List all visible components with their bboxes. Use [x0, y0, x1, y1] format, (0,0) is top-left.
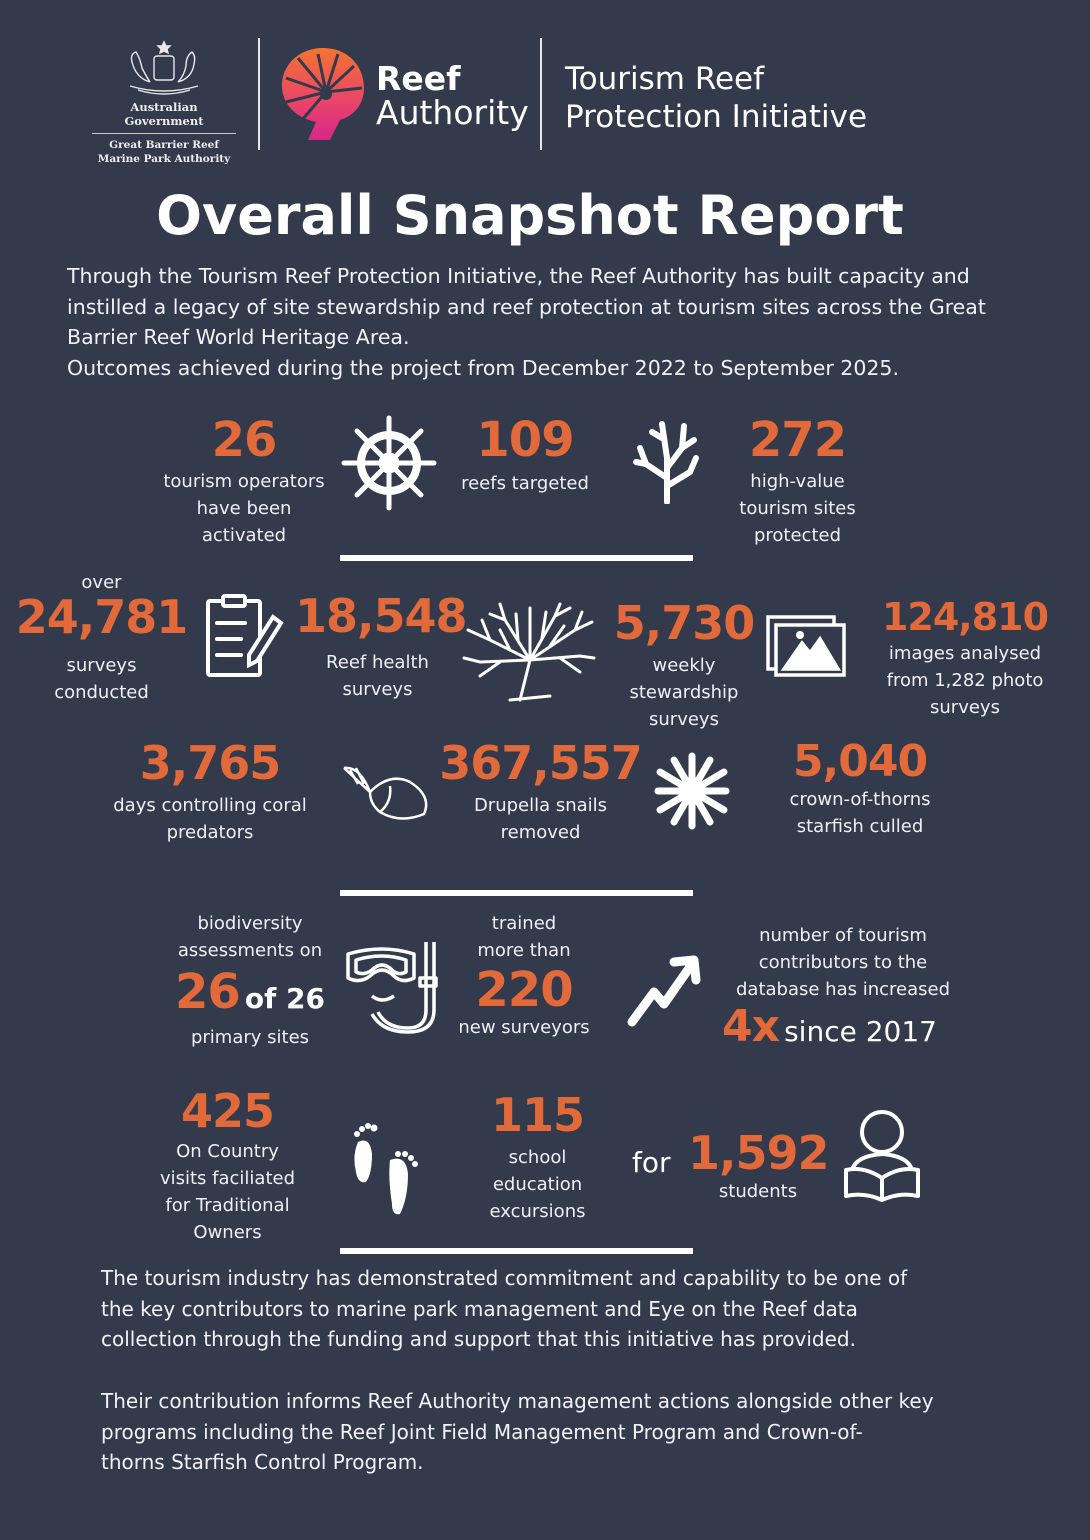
stat-contributors: number of tourism contributors to the database has increased 4x since 2017: [722, 925, 950, 1052]
snorkel-mask-icon: [342, 938, 438, 1034]
stat-surveys: over 24,781 surveys conducted: [10, 572, 193, 706]
stat-images: 124,810 images analysed from 1,282 photo surveys: [875, 598, 1055, 721]
images-icon: [766, 615, 848, 679]
for-label: for: [632, 1146, 671, 1179]
stat-reefs: 109 reefs targeted: [450, 416, 600, 497]
program-line-1: Tourism Reef: [565, 61, 765, 97]
stat-operators: 26 tourism operators have been activated: [150, 416, 338, 549]
snail-shell-icon: [340, 762, 432, 822]
branch-coral-icon: [632, 418, 702, 504]
program-name: [565, 60, 867, 136]
stat-value: 24,781: [15, 590, 188, 644]
stat-country: 425 On Country visits faciliated for Traditional Owners: [145, 1088, 310, 1246]
coat-of-arms-icon: [90, 38, 238, 98]
stat-trained: trained more than 220 new surveyors: [450, 910, 598, 1041]
stat-value: 18,548: [295, 589, 467, 643]
gov-name: Australian Government: [124, 100, 204, 128]
stat-value: 220: [475, 962, 573, 1018]
stat-weekly: 5,730 weekly stewardship surveys: [610, 600, 758, 733]
section-divider: [340, 1248, 693, 1254]
brand-line-2: Authority: [376, 93, 529, 132]
stat-biodiversity: biodiversity assessments on 26 of 26 primary sites: [174, 913, 326, 1048]
trend-up-icon: [626, 952, 702, 1028]
ship-wheel-icon: [340, 414, 438, 512]
stat-school: 115 school education excursions: [470, 1092, 605, 1225]
header-divider-2: [540, 38, 542, 150]
stat-students: 1,592 students: [688, 1126, 829, 1202]
stat-value: 1,592: [688, 1126, 829, 1180]
stat-value: 26: [174, 964, 240, 1020]
student-reading-icon: [842, 1108, 922, 1202]
starfish-icon: [654, 752, 730, 830]
fan-coral-icon: [460, 600, 598, 705]
section-divider: [340, 890, 693, 896]
brand-line-1: Reef: [376, 59, 461, 98]
stat-value: 4x: [722, 1001, 779, 1052]
intro-line: Barrier Reef World Heritage Area.: [67, 325, 410, 349]
program-line-2: Protection Initiative: [565, 99, 868, 135]
gov-logo: [90, 38, 238, 165]
stat-value: 3,765: [139, 736, 281, 790]
agency-name-2: Marine Park Authority: [97, 153, 231, 165]
agency-name-1: Great Barrier Reef: [109, 139, 219, 151]
stat-value: 5,730: [613, 596, 755, 650]
stat-days: 3,765 days controlling coral predators: [100, 740, 320, 846]
stat-drupella: 367,557 Drupella snails removed: [439, 736, 642, 843]
brand-name: [376, 59, 529, 132]
stat-sites: 272 high-value tourism sites protected: [720, 416, 875, 549]
section-divider: [340, 555, 693, 561]
stat-cots: 5,040 crown-of-thorns starfish culled: [770, 740, 950, 840]
intro-text: [67, 261, 986, 383]
nautilus-logo-icon: [278, 44, 368, 144]
reef-authority-logo: [278, 44, 368, 144]
page-title: Overall Snapshot Report: [156, 184, 904, 247]
closing-paragraph-2: Their contribution informs Reef Authority management actions alongside other key programs including the Reef Joint Field Management Program and Crown-of- thorns Starfish Control Program.: [101, 1389, 934, 1474]
stat-value: 115: [490, 1088, 585, 1142]
stat-value: 109: [476, 412, 574, 468]
intro-line: instilled a legacy of site stewardship and reef protection at tourism sites across the Great: [67, 294, 986, 319]
stat-value: 367,557: [439, 736, 642, 790]
stat-value: 425: [180, 1084, 275, 1138]
footprints-icon: [348, 1120, 424, 1218]
stat-value: 272: [748, 412, 847, 468]
stat-value: 26: [211, 412, 277, 468]
header-divider: [258, 38, 260, 150]
stat-value: 124,810: [881, 595, 1049, 639]
intro-line: Outcomes achieved during the project from December 2022 to September 2025.: [67, 355, 899, 380]
stat-reef-health: 18,548 Reef health surveys: [295, 589, 467, 700]
clipboard-pencil-icon: [205, 593, 285, 679]
stat-value: 5,040: [792, 736, 928, 787]
closing-paragraph-1: The tourism industry has demonstrated commitment and capability to be one of the key contributors to marine park management and Eye on the Reef data collection through the funding and support that this initiative has provided.: [101, 1266, 908, 1351]
intro-line: Through the Tourism Reef Protection Initiative, the Reef Authority has built capacity and: [67, 264, 970, 288]
